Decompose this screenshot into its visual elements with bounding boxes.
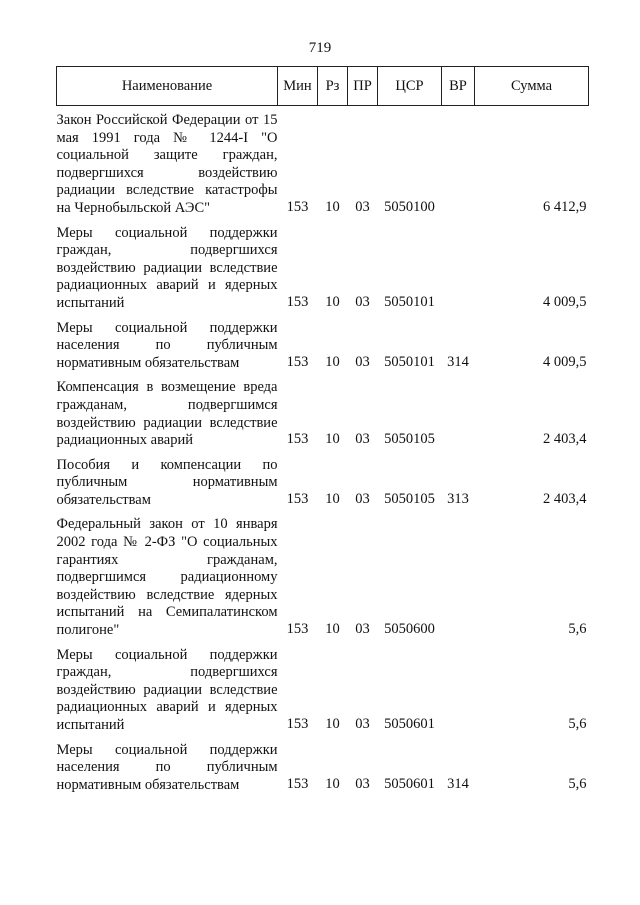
row-pr: 03	[355, 198, 370, 215]
row-vr	[442, 510, 475, 640]
table-row	[57, 219, 589, 314]
row-csr: 5050601	[384, 716, 435, 732]
row-sum: 2 403,4	[543, 431, 587, 448]
row-vr	[442, 641, 475, 736]
table-row	[57, 106, 589, 219]
table-row	[57, 373, 589, 450]
row-pr: 03	[355, 490, 370, 507]
row-csr: 5050101	[384, 293, 435, 310]
row-vr	[442, 373, 475, 450]
row-sum: 4 009,5	[543, 353, 587, 370]
row-rz: 10	[325, 490, 340, 507]
row-min: 153	[286, 716, 309, 732]
header-min: Мин	[278, 67, 318, 106]
row-sum: 6 412,9	[543, 198, 587, 215]
row-csr: 5050105	[384, 431, 435, 448]
row-name: Меры социальной поддержки населения по публичным нормативным обязательствам	[56, 741, 278, 793]
row-name: Федеральный закон от 10 января 2002 года № 2-ФЗ "О социальных гарантиях гражданам, подвергшимся радиационному воздействию вследствие ядерных испытаний на Семипалатинском полигоне"	[56, 516, 278, 639]
row-pr: 03	[355, 621, 370, 638]
row-vr: 314	[447, 775, 469, 792]
budget-table	[56, 66, 589, 795]
row-csr: 5050601	[384, 775, 435, 792]
row-vr	[442, 106, 475, 219]
row-pr: 03	[355, 293, 370, 310]
row-min: 153	[286, 775, 309, 792]
row-sum: 5,6	[568, 775, 587, 792]
header-sum: Сумма	[475, 67, 589, 106]
row-min: 153	[286, 198, 309, 215]
row-name: Меры социальной поддержки граждан, подвергшихся воздействию радиации вследствие радиационных аварий и ядерных испытаний	[56, 646, 278, 733]
row-name: Компенсация в возмещение вреда гражданам, подвергшимся воздействию радиации вследствие радиационных аварий	[56, 379, 278, 449]
row-rz: 10	[325, 353, 340, 370]
row-rz: 10	[325, 621, 340, 638]
row-name: Закон Российской Федерации от 15 мая 1991 года № 1244-I "О социальной защите граждан, подвергшихся воздействию радиации вследствие катастрофы на Чернобыльской АЭС"	[56, 112, 278, 216]
header-name: Наименование	[57, 67, 278, 106]
row-vr	[442, 219, 475, 314]
row-csr: 5050101	[384, 353, 435, 370]
row-pr: 03	[355, 353, 370, 370]
row-vr: 313	[447, 490, 469, 507]
row-pr: 03	[355, 431, 370, 448]
row-min: 153	[286, 490, 309, 507]
row-sum: 2 403,4	[543, 490, 587, 507]
table-row	[57, 510, 589, 640]
row-rz: 10	[325, 775, 340, 792]
row-sum: 5,6	[568, 716, 587, 732]
row-csr: 5050100	[384, 198, 435, 215]
header-rz: Рз	[318, 67, 348, 106]
row-rz: 10	[325, 431, 340, 448]
row-name: Пособия и компенсации по публичным нормативным обязательствам	[56, 456, 278, 508]
row-min: 153	[286, 621, 309, 638]
row-rz: 10	[325, 293, 340, 310]
table-row	[57, 451, 589, 511]
row-csr: 5050600	[384, 621, 435, 638]
header-csr: ЦСР	[378, 67, 442, 106]
row-pr: 03	[355, 775, 370, 792]
row-sum: 4 009,5	[543, 293, 587, 310]
row-rz: 10	[325, 716, 340, 732]
row-min: 153	[286, 353, 309, 370]
header-pr: ПР	[348, 67, 378, 106]
row-name: Меры социальной поддержки граждан, подвергшихся воздействию радиации вследствие радиационных аварий и ядерных испытаний	[56, 224, 278, 311]
row-sum: 5,6	[568, 621, 587, 638]
row-csr: 5050105	[384, 490, 435, 507]
page-number: 719	[308, 40, 332, 56]
row-min: 153	[286, 431, 309, 448]
table-row	[57, 641, 589, 736]
row-vr: 314	[447, 353, 469, 370]
row-pr: 03	[355, 716, 370, 732]
table-header-row	[57, 67, 589, 106]
table-row	[57, 736, 589, 796]
row-rz: 10	[325, 198, 340, 215]
header-vr: ВР	[442, 67, 475, 106]
row-min: 153	[286, 293, 309, 310]
row-name: Меры социальной поддержки населения по публичным нормативным обязательствам	[56, 319, 278, 371]
table-row	[57, 314, 589, 374]
